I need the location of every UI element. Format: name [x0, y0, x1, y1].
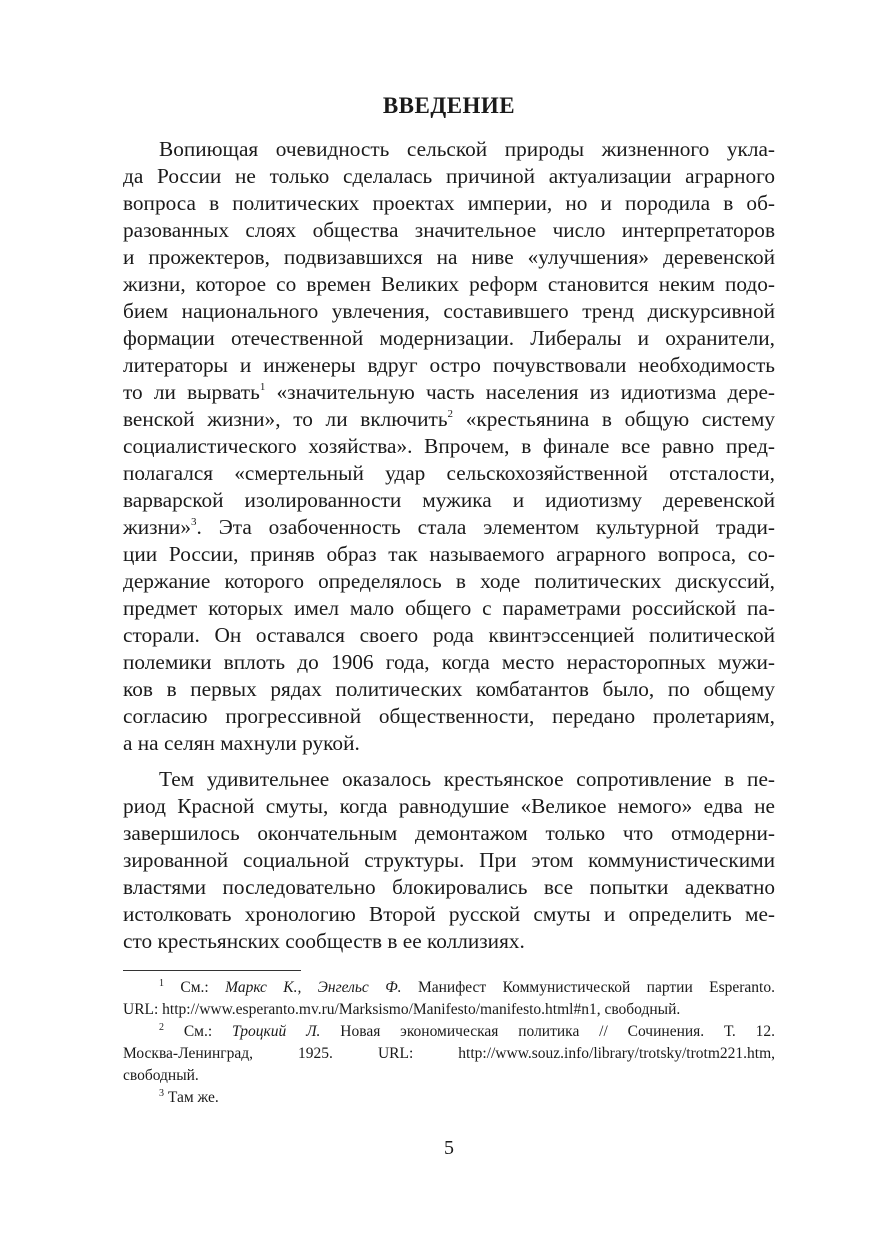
footnote-2 [123, 1021, 775, 1043]
text-line: жизни, которое со времен Великих реформ становится неким подо- [123, 272, 775, 296]
text-line: согласию прогрессивной общественности, передано пролетариям, [123, 704, 775, 728]
text-line: риод Красной смуты, когда равнодушие «Великое немого» едва не [123, 794, 775, 818]
text-line: а на селян махнули рукой. [123, 731, 360, 755]
text-line: бием национального увлечения, составившего тренд дискурсивной [123, 299, 775, 323]
text-line: истолковать хронологию Второй русской смуты и определить ме- [123, 902, 775, 926]
footnote-reference-2[interactable]: 2 [447, 408, 454, 420]
footnote-2-continued: Москва-Ленинград, 1925. URL: http://www.souz.info/library/trotsky/trotm221.htm, [123, 1045, 775, 1062]
footnote-2-continued: свободный. [123, 1067, 199, 1084]
text-segment: . Эта озабоченность стала элементом культурной тради- [196, 515, 775, 539]
book-page [123, 0, 775, 1241]
footnote-number: 3 [159, 1088, 164, 1099]
footnote-authors: Маркс К., Энгельс Ф. [225, 979, 402, 996]
text-line: полагался «смертельный удар сельскохозяйственной отсталости, [123, 461, 775, 485]
footnote-number: 2 [159, 1022, 164, 1033]
text-segment: «крестьянина в общую систему [453, 407, 775, 431]
text-line: завершилось окончательным демонтажом только что отмодерни- [123, 821, 775, 845]
footnote-3 [123, 1087, 775, 1109]
text-line: сторали. Он оставался своего рода квинтэссенцией политической [123, 623, 775, 647]
footnote-text: Манифест Коммунистической партии Esperanto. [401, 979, 775, 996]
text-line: варварской изолированности мужика и идиотизму деревенской [123, 488, 775, 512]
text-segment: жизни» [123, 515, 191, 539]
footnote-reference-3[interactable]: 3 [190, 516, 197, 528]
footnote-divider [123, 970, 301, 971]
text-segment: то ли вырвать [123, 380, 260, 404]
footnote-text: Там же. [164, 1089, 219, 1106]
paragraph-2 [123, 766, 775, 955]
text-segment: «значительную часть населения из идиотизма дере- [265, 380, 775, 404]
text-line: властями последовательно блокировались все попытки адекватно [123, 875, 775, 899]
footnote-1 [123, 977, 775, 999]
footnote-number: 1 [159, 978, 164, 989]
footnote-text: Новая экономическая политика // Сочинения. Т. 12. [320, 1023, 775, 1040]
footnote-prefix: См.: [164, 979, 226, 996]
footnote-prefix: См.: [164, 1023, 232, 1040]
text-line: да России не только сделалась причиной актуализации аграрного [123, 164, 775, 188]
chapter-heading: ВВЕДЕНИЕ [382, 93, 516, 118]
page-number: 5 [444, 1137, 454, 1159]
text-line: Вопиющая очевидность сельской природы жизненного укла- [159, 137, 775, 161]
text-line [123, 514, 775, 541]
text-line: и прожектеров, подвизавшихся на ниве «улучшения» деревенской [123, 245, 775, 269]
paragraph-1 [123, 136, 775, 757]
text-line: социалистического хозяйства». Впрочем, в финале все равно пред- [123, 434, 775, 458]
footnote-1-continued: URL: http://www.esperanto.mv.ru/Marksismo/Manifesto/manifesto.html#n1, свободный. [123, 1001, 681, 1018]
footnotes [123, 977, 775, 1109]
text-line: формации отечественной модернизации. Либералы и охранители, [123, 326, 775, 350]
text-line: предмет которых имел мало общего с параметрами российской па- [123, 596, 775, 620]
text-line: литераторы и инженеры вдруг остро почувствовали необходимость [123, 353, 775, 377]
text-line: вопроса в политических проектах империи, но и породила в об- [123, 191, 775, 215]
text-segment: венской жизни», то ли включить [123, 407, 448, 431]
footnote-reference-1[interactable]: 1 [259, 381, 266, 393]
text-line: ков в первых рядах политических комбатантов было, по общему [123, 677, 775, 701]
text-line: Тем удивительнее оказалось крестьянское сопротивление в пе- [159, 767, 775, 791]
text-line [123, 379, 775, 406]
text-line: держание которого определялось в ходе политических дискуссий, [123, 569, 775, 593]
text-line: сто крестьянских сообществ в ее коллизиях. [123, 929, 525, 953]
text-line: разованных слоях общества значительное число интерпретаторов [123, 218, 775, 242]
text-line: ции России, приняв образ так называемого аграрного вопроса, со- [123, 542, 775, 566]
text-line: зированной социальной структуры. При этом коммунистическими [123, 848, 775, 872]
text-line: полемики вплоть до 1906 года, когда место нерасторопных мужи- [123, 650, 775, 674]
text-line [123, 406, 775, 433]
footnote-author: Троцкий Л. [232, 1023, 321, 1040]
